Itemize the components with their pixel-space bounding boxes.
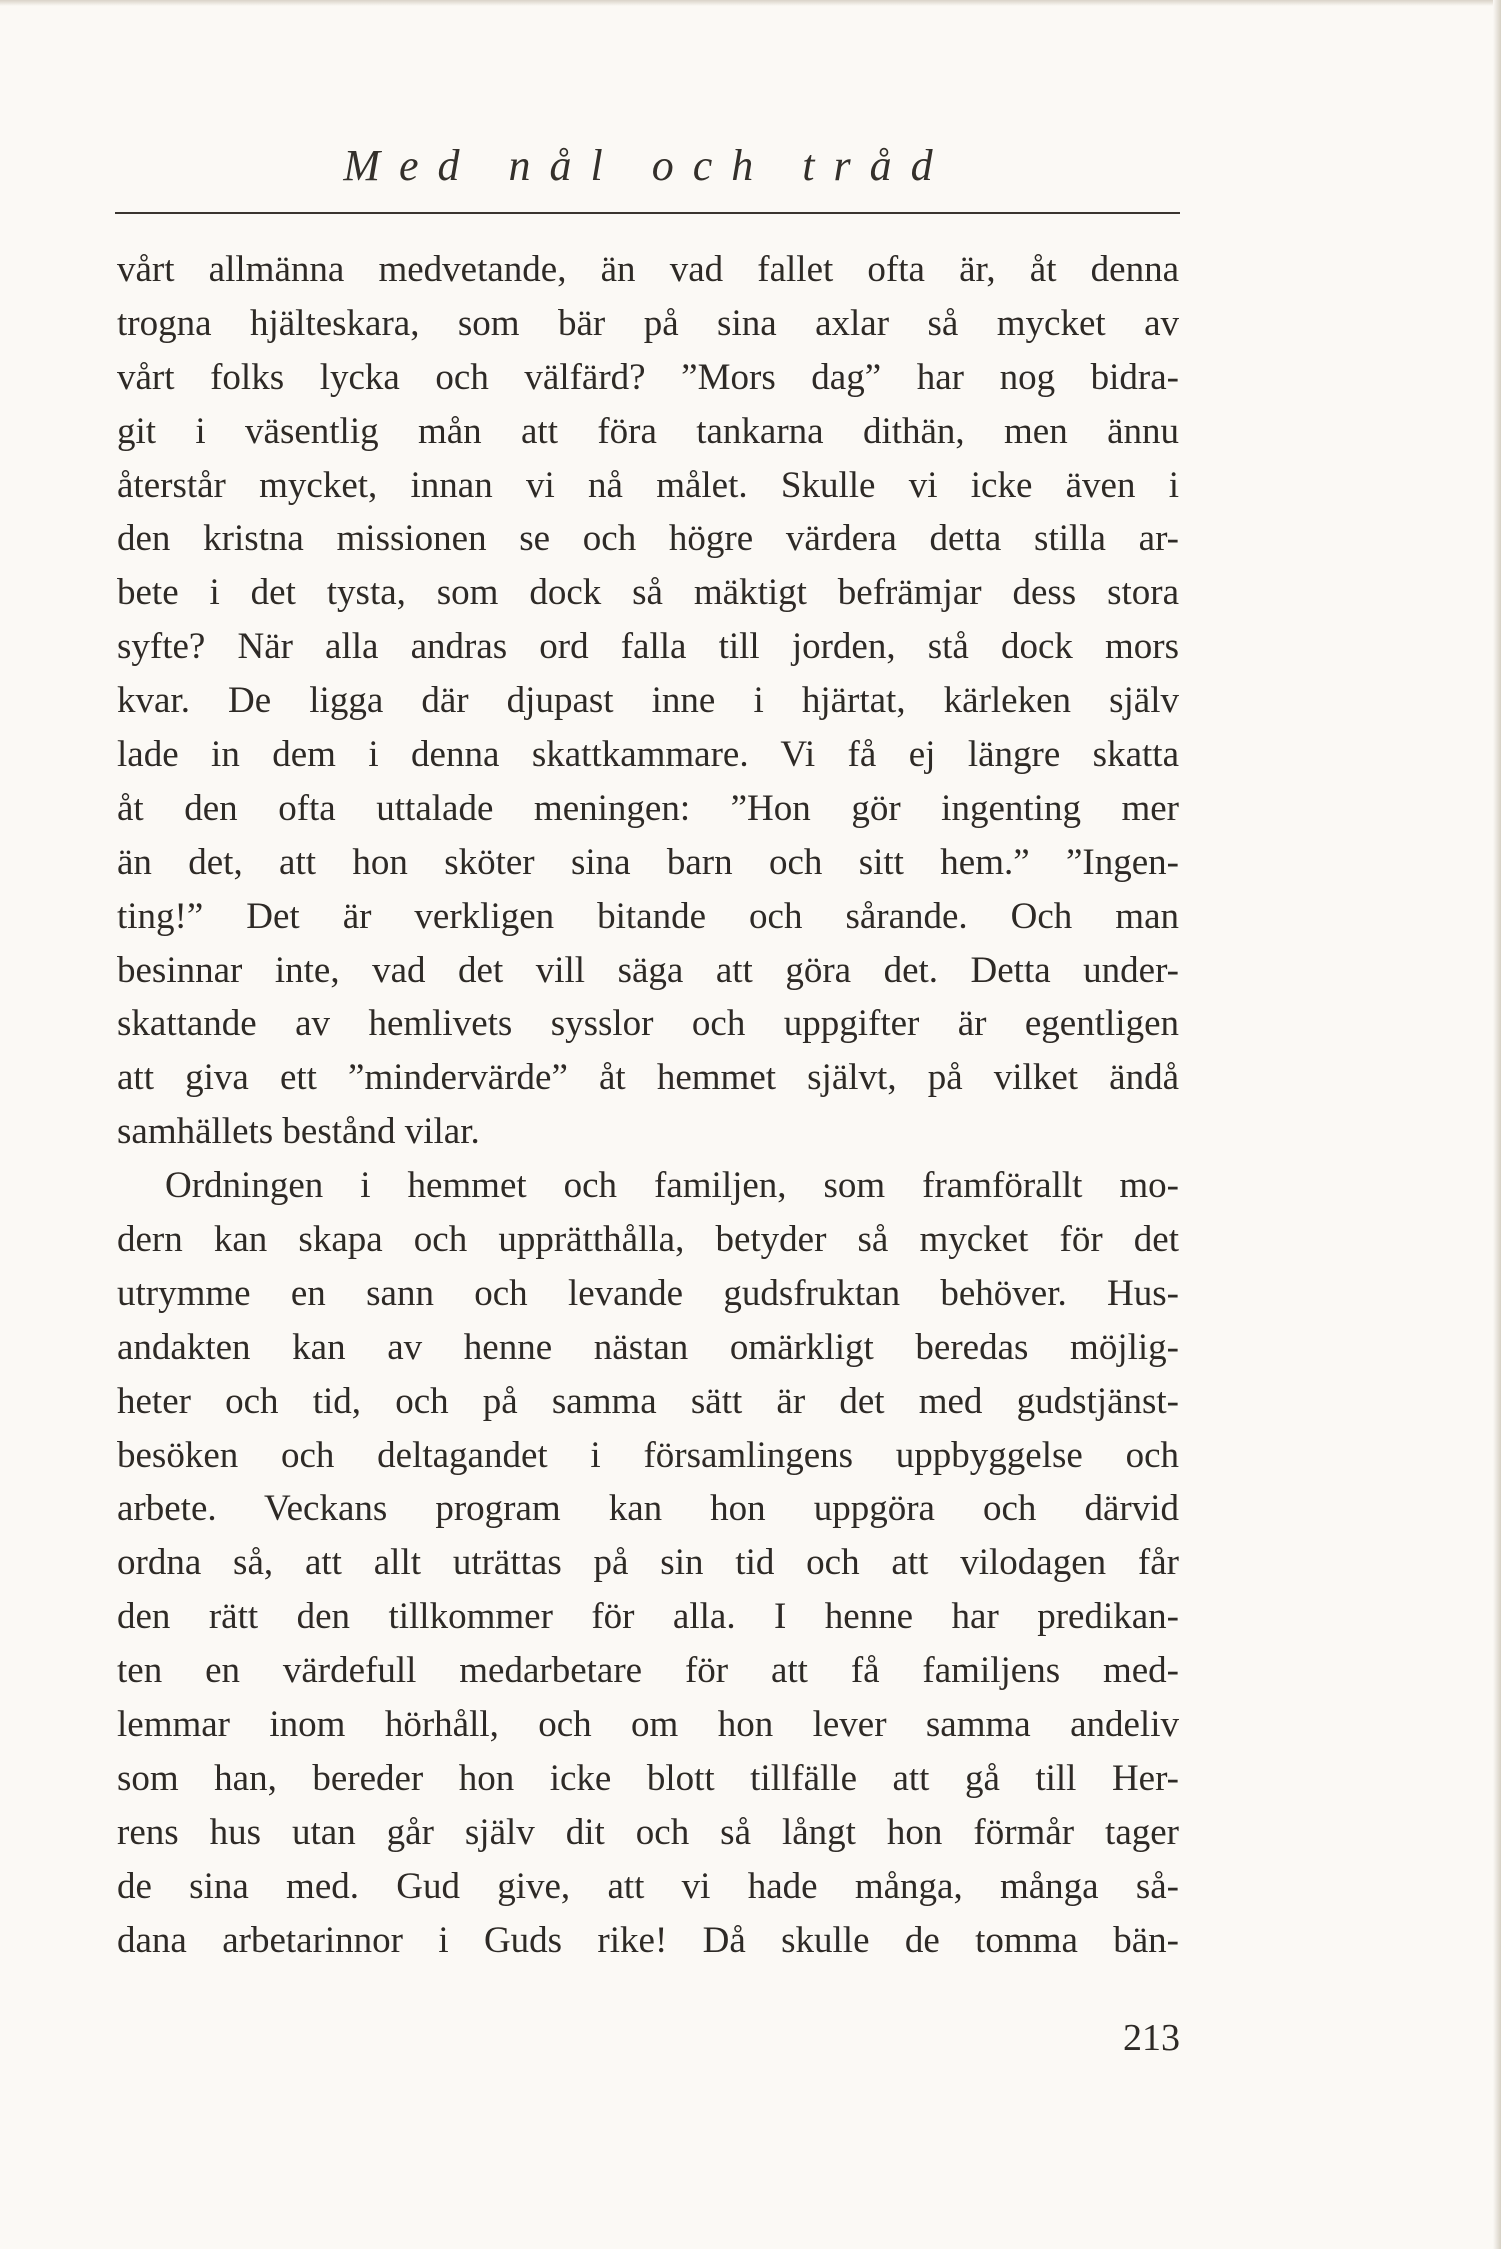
text-line: dana arbetarinnor i Guds rike! Då skulle de tomma bän- [117,1919,1179,1961]
text-line: utrymme en sann och levande gudsfruktan behöver. Hus- [117,1272,1179,1314]
text-line: vårt allmänna medvetande, än vad fallet ofta är, åt denna [117,249,1179,290]
text-line: att giva ett ”mindervärde” åt hemmet självt, på vilket ändå [117,1057,1179,1099]
running-head: Med nål och tråd [343,141,952,190]
text-line: återstår mycket, innan vi nå målet. Skulle vi icke även i [117,464,1179,506]
text-line: ordna så, att allt uträttas på sin tid och att vilodagen får [117,1542,1179,1584]
text-line: heter och tid, och på samma sätt är det med gudstjänst- [117,1380,1179,1422]
header-rule [115,212,1180,214]
page-right-edge [1493,0,1501,2249]
text-line: bete i det tysta, som dock så mäktigt befrämjar dess stora [117,572,1179,614]
text-line: trogna hjälteskara, som bär på sina axlar så mycket av [117,302,1179,344]
text-line: besöken och deltagandet i församlingens uppbyggelse och [117,1434,1179,1476]
page-top-edge [0,0,1501,6]
text-line: git i väsentlig mån att föra tankarna dithän, men ännu [117,410,1179,452]
text-line: åt den ofta uttalade meningen: ”Hon gör ingenting mer [117,787,1179,829]
text-line: Ordningen i hemmet och familjen, som framförallt mo- [165,1165,1179,1207]
text-line: arbete. Veckans program kan hon uppgöra och därvid [117,1488,1179,1530]
text-line: än det, att hon sköter sina barn och sitt hem.” ”Ingen- [117,841,1179,883]
text-line: som han, bereder hon icke blott tillfälle att gå till Her- [117,1757,1179,1799]
text-line: de sina med. Gud give, att vi hade många, många så- [117,1865,1179,1907]
text-line: andakten kan av henne nästan omärkligt beredas möjlig- [117,1326,1179,1368]
text-line: dern kan skapa och upprätthålla, betyder så mycket för det [117,1219,1179,1261]
text-line: skattande av hemlivets sysslor och uppgifter är egentligen [117,1003,1179,1045]
page-number: 213 [1123,2017,1180,2059]
text-line: lade in dem i denna skattkammare. Vi få ej längre skatta [117,734,1179,776]
text-line: rens hus utan går själv dit och så långt hon förmår tager [117,1811,1179,1853]
text-line: vårt folks lycka och välfärd? ”Mors dag” har nog bidra- [117,356,1179,398]
text-line: kvar. De ligga där djupast inne i hjärtat, kärleken själv [117,680,1179,722]
text-line: syfte? När alla andras ord falla till jorden, stå dock mors [117,626,1179,668]
text-line: ten en värdefull medarbetare för att få familjens med- [117,1650,1179,1692]
body-text [117,243,1179,1968]
text-line: ting!” Det är verkligen bitande och sårande. Och man [117,895,1179,937]
text-line: besinnar inte, vad det vill säga att göra det. Detta under- [117,949,1179,991]
text-line: lemmar inom hörhåll, och om hon lever samma andeliv [117,1704,1179,1746]
text-line: den rätt den tillkommer för alla. I henne har predikan- [117,1596,1179,1638]
text-line: den kristna missionen se och högre värdera detta stilla ar- [117,518,1179,560]
text-line: samhällets bestånd vilar. [117,1111,480,1153]
